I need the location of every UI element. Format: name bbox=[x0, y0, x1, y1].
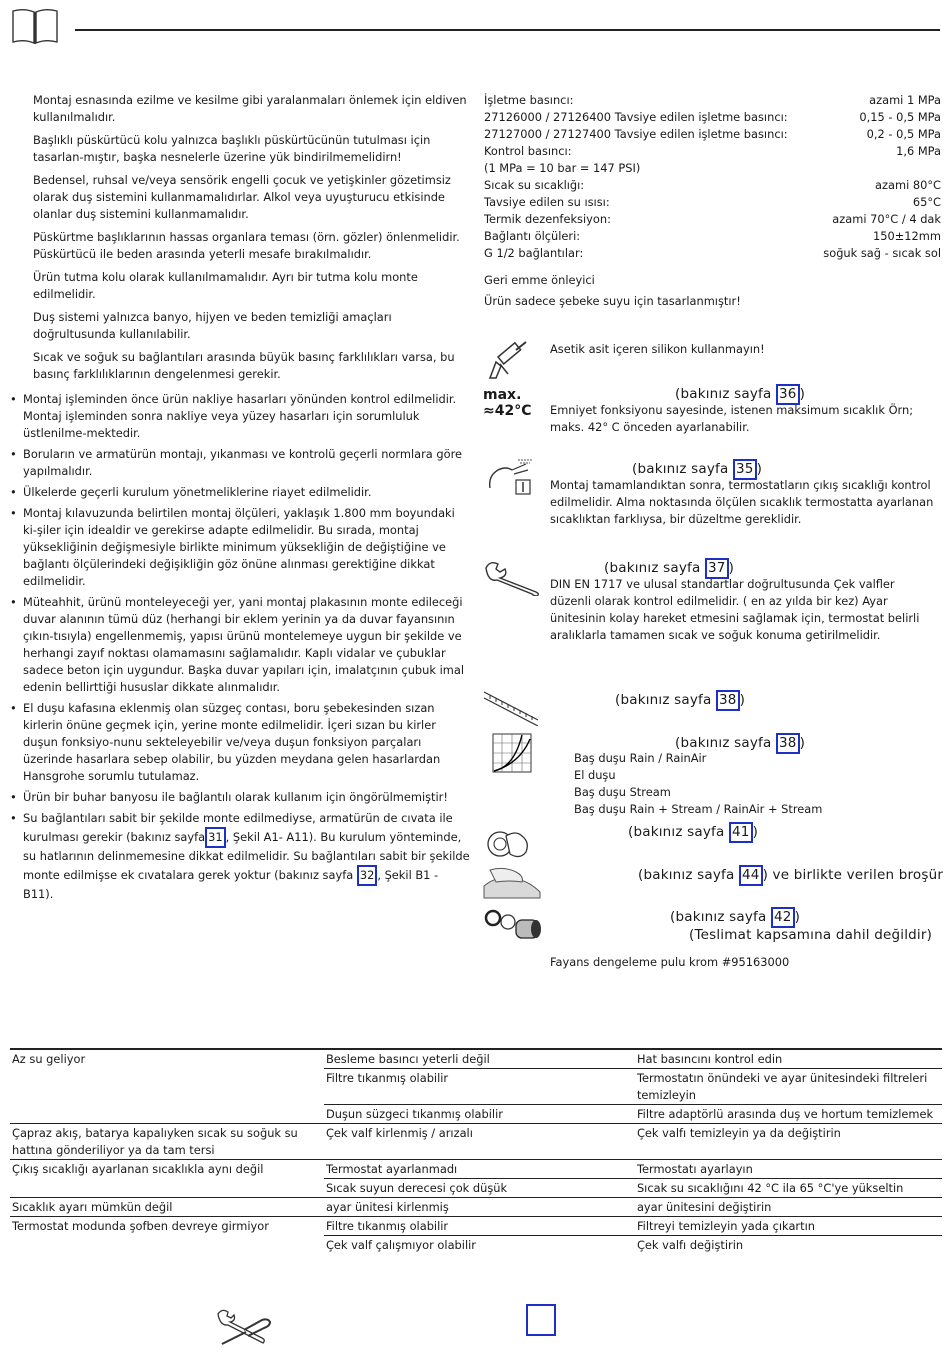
safety-paragraph: Ürün tutma kolu olarak kullanılmamalıdır. Ayrı bir tutma kolu monte edilmelidir. bbox=[33, 270, 418, 301]
maintenance-text: DIN EN 1717 ve ulusal standartlar doğrultusunda Çek valfler düzenli olarak kontrol edilmelidir. ( en az yılda bir kez) Ayar ünitesinin kolay hareket etmesini sağlamak için, termostat belirli aralıklarla tamamen sıcak ve soğuk konuma getirilmelidir. bbox=[550, 577, 920, 642]
cause-cell: Duşun süzgeci tıkanmış olabilir bbox=[324, 1105, 635, 1124]
safety-paragraph: Püskürtme başlıklarının hassas organlara teması (örn. gözler) önlenmelidir. Püskürtücü ile beden arasında yeterli mesafe bırakılmalıdır. bbox=[33, 230, 460, 261]
list-item: • Müteahhit, ürünü monteleyeceği yer, yani montaj plakasının monte edileceği duvar alanının tümü düz (herhangi bir eklem yerinin ya da duvar fayansının çıkın-tısıyla) engellenmemiş, yapısı ürünü montelemeye uygun bir şekilde ve herhangi zayıf noktası olamamasını sağlamalıdır. Kaplı vidalar ve çubuklar sadece beton için uygundur. Başka duvar yapıları için, imalatçının çubuk imal edenin bellirttiği hususlar dikkate alınmalıdır. bbox=[10, 594, 470, 696]
list-item: • Boruların ve armatürün montajı, yıkanması ve kontrolü geçerli normlara göre yapılmalıdır. bbox=[10, 446, 470, 480]
tile-compensation-text: Fayans dengeleme pulu krom #95163000 bbox=[550, 955, 790, 969]
table-row bbox=[10, 1236, 942, 1255]
spec-row: Kontrol basıncı: 1,6 MPa bbox=[484, 144, 941, 158]
page-ref-link[interactable]: 38 bbox=[716, 690, 740, 711]
page-ref-link[interactable]: 36 bbox=[776, 384, 800, 405]
safety-notes bbox=[33, 92, 468, 389]
safety-paragraph: Bedensel, ruhsal ve/veya sensörik engelli çocuk ve yetişkinler gözetimsiz olarak duş sistemini kullanmamalıdırlar. Alkol veya uyuşturucu etkisinde olanlar duş sistemini kullanmamalıdır. bbox=[33, 173, 451, 221]
fault-cell: Çapraz akış, batarya kapalıyken sıcak su soğuk su hattına gönderiliyor ya da tam tersi bbox=[10, 1124, 324, 1160]
fix-cell: Filtre adaptörlü arasında duş ve hortum temizlemek bbox=[635, 1105, 942, 1124]
fix-cell: ayar ünitesini değiştirin bbox=[635, 1198, 942, 1217]
page-ref-link[interactable]: 41 bbox=[729, 822, 753, 843]
list-item: • Ürün bir buhar banyosu ile bağlantılı olarak kullanım için öngörülmemiştir! bbox=[10, 789, 470, 806]
spec-row: Tavsiye edilen su ısısı: 65°C bbox=[484, 195, 941, 209]
troubleshooting-table bbox=[10, 1048, 942, 1254]
spec-row: (1 MPa = 10 bar = 147 PSI) bbox=[484, 161, 641, 175]
cause-cell: Besleme basıncı yeterli değil bbox=[324, 1049, 635, 1069]
fix-cell: Çek valfı temizleyin ya da değiştirin bbox=[635, 1124, 942, 1160]
adjustment-text: Montaj tamamlandıktan sonra, termostatların çıkış sıcaklığı kontrol edilmelidir. Alma noktasında ölçülen sıcaklık termostatta ayarlanan sıcaklıktan farklıysa, bir düzeltme gereklidir. bbox=[550, 478, 934, 526]
list-item: • Ülkelerde geçerli kurulum yönetmeliklerine riayet edilmelidir. bbox=[10, 484, 470, 501]
page-ref-link[interactable]: 42 bbox=[771, 907, 795, 928]
flow-diagram-icon bbox=[492, 733, 532, 773]
thermometer-hand-icon bbox=[486, 458, 538, 498]
technical-data bbox=[484, 92, 941, 310]
fault-cell bbox=[10, 1105, 324, 1124]
cause-cell: Filtre tıkanmış olabilir bbox=[324, 1217, 635, 1236]
cause-cell: ayar ünitesi kirlenmiş bbox=[324, 1198, 635, 1217]
max-temp-icon: max. ≈42°C bbox=[483, 387, 532, 419]
delivery-note: (Teslimat kapsamına dahil değildir) bbox=[689, 927, 933, 943]
table-row bbox=[10, 1124, 942, 1160]
dimensions-ref: (bakınız sayfa 38 ) bbox=[615, 690, 745, 711]
flow-item: Baş duşu Rain / RainAir bbox=[574, 751, 707, 765]
safety-paragraph: Duş sistemi yalnızca banyo, hijyen ve beden temizliği amaçları doğrultusunda kullanılabilir. bbox=[33, 310, 392, 341]
tools-icon bbox=[216, 1308, 274, 1348]
page-number-box bbox=[526, 1304, 556, 1336]
spec-row: İşletme basıncı: azami 1 MPa bbox=[484, 93, 941, 107]
open-book-icon bbox=[11, 7, 59, 45]
mains-water-note: Ürün sadece şebeke suyu için tasarlanmıştır! bbox=[484, 294, 741, 308]
fault-cell: Termostat modunda şofben devreye girmiyor bbox=[10, 1217, 324, 1236]
fault-cell bbox=[10, 1236, 324, 1255]
spare-parts-ref: (bakınız sayfa 42 ) bbox=[670, 907, 800, 928]
fix-cell: Sıcak su sıcaklığını 42 °C ila 65 °C'ye yükseltin bbox=[635, 1179, 942, 1198]
page-ref-link[interactable]: 37 bbox=[705, 558, 729, 579]
dimensions-icon bbox=[482, 690, 540, 726]
fix-cell: Termostatı ayarlayın bbox=[635, 1160, 942, 1179]
backflow-note: Geri emme önleyici bbox=[484, 273, 595, 287]
cause-cell: Termostat ayarlanmadı bbox=[324, 1160, 635, 1179]
table-row bbox=[10, 1179, 942, 1198]
safety-paragraph: Sıcak ve soğuk su bağlantıları arasında büyük basınç farklılıkları varsa, bu basınç farklılıklarının dengelenmesi gerekir. bbox=[33, 350, 455, 381]
spec-row: 27126000 / 27126400 Tavsiye edilen işletme basıncı: 0,15 - 0,5 MPa bbox=[484, 110, 941, 124]
adjust-ref: (bakınız sayfa 35 ) bbox=[632, 459, 762, 480]
silicone-warning: Asetik asit içeren silikon kullanmayın! bbox=[550, 342, 765, 356]
table-row bbox=[10, 1069, 942, 1105]
page-ref-link[interactable]: 38 bbox=[776, 733, 800, 754]
cause-cell: Sıcak suyun derecesi çok düşük bbox=[324, 1179, 635, 1198]
fault-cell: Çıkış sıcaklığı ayarlanan sıcaklıkla aynı değil bbox=[10, 1160, 324, 1179]
maintenance-ref: (bakınız sayfa 37 ) bbox=[604, 558, 734, 579]
fix-cell: Hat basıncını kontrol edin bbox=[635, 1049, 942, 1069]
cleaning-ref: (bakınız sayfa 44 ) ve birlikte verilen broşür bbox=[638, 865, 943, 886]
page-ref-link[interactable]: 31 bbox=[205, 827, 226, 848]
cause-cell: Filtre tıkanmış olabilir bbox=[324, 1069, 635, 1105]
safety-ref: (bakınız sayfa 36 ) bbox=[675, 384, 805, 405]
spec-row: 27127000 / 27127400 Tavsiye edilen işletme basıncı: 0,2 - 0,5 MPa bbox=[484, 127, 941, 141]
list-item: • Montaj kılavuzunda belirtilen montaj ölçüleri, yaklaşık 1.800 mm boyundaki ki-şiler için idealdir ve gerekirse adapte edilmelidir. Bu sırada, montaj yüksekliğinin değişmesiyle birlikte minimum yüksekliğin de değiştiğine ve bağlantı ölçülerindeki değişikliğin göz önüne alınması gerektiğine dikkat edilmelidir. bbox=[10, 505, 470, 590]
wrench-icon bbox=[484, 560, 542, 596]
list-item: • Su bağlantıları sabit bir şekilde monte edilmediyse, armatürün de cıvata ile kurulması gerekir (bakınız sayfa 31 , Şekil A1- A11). Bu kurulum yönteminde, su hatlarının delinmemesine dikkat edilmelidir. Su bağlantıları sabit bir şekilde monte edilmişse ek cıvatalara gerek yoktur (bakınız sayfa 32 , Şekil B1 - B11). bbox=[10, 810, 470, 903]
operation-hand-icon bbox=[486, 822, 534, 862]
spare-parts-icon bbox=[484, 908, 544, 944]
flow-list bbox=[574, 750, 822, 818]
safety-paragraph: Başlıklı püskürtücü kolu yalnızca başlıklı püskürtücünün tutulması için tasarlan-mıştır, başka nesnelerle üzerine yük bindirilmemelidirn! bbox=[33, 133, 431, 164]
page-ref-link[interactable]: 35 bbox=[733, 459, 757, 480]
spec-row: Termik dezenfeksiyon: azami 70°C / 4 dak bbox=[484, 212, 941, 226]
table-row bbox=[10, 1105, 942, 1124]
table-row bbox=[10, 1217, 942, 1236]
fault-cell bbox=[10, 1069, 324, 1105]
table-row bbox=[10, 1198, 942, 1217]
safety-paragraph: Montaj esnasında ezilme ve kesilme gibi yaralanmaları önlemek için eldiven kullanılmalıdır. bbox=[33, 93, 467, 124]
fix-cell: Termostatın önündeki ve ayar ünitesindeki filtreleri temizleyin bbox=[635, 1069, 942, 1105]
flow-item: Baş duşu Rain + Stream / RainAir + Stream bbox=[574, 802, 823, 816]
page-ref-link[interactable]: 32 bbox=[357, 865, 378, 886]
operation-ref: (bakınız sayfa 41 ) bbox=[628, 822, 758, 843]
flow-item: Baş duşu Stream bbox=[574, 785, 671, 799]
spec-row: Bağlantı ölçüleri: 150±12mm bbox=[484, 229, 941, 243]
cause-cell: Çek valf çalışmıyor olabilir bbox=[324, 1236, 635, 1255]
flow-item: El duşu bbox=[574, 768, 616, 782]
installation-notes bbox=[10, 391, 470, 907]
header-rule bbox=[75, 29, 940, 31]
fix-cell: Filtreyi temizleyin yada çıkartın bbox=[635, 1217, 942, 1236]
safety-function-text: Emniyet fonksiyonu sayesinde, istenen maksimum sıcaklık Örn; maks. 42° C önceden ayarlanabilir. bbox=[550, 403, 914, 434]
fault-cell: Az su geliyor bbox=[10, 1049, 324, 1069]
list-item: • El duşu kafasına eklenmiş olan süzgeç contası, boru şebekesinden sızan kirlerin önüne geçmek için, yerine monte edilmelidir. İçeri sızan bu kirler duşun fonksiyo-nunu sekteleyebilir ve/veya duşun fonksiyon parçaları üzerinde hasarlara sebep olabilir, bu yüzden meydana gelen hasarlardan Hansgrohe sorumlu tutulamaz. bbox=[10, 700, 470, 785]
silicone-gun-icon bbox=[486, 340, 530, 382]
table-row bbox=[10, 1160, 942, 1179]
fault-cell: Sıcaklık ayarı mümkün değil bbox=[10, 1198, 324, 1217]
list-item: • Montaj işleminden önce ürün nakliye hasarları yönünden kontrol edilmelidir. Montaj işleminden sonra nakliye veya yüzey hasarları için sorumluluk üstlenilme-mektedir. bbox=[10, 391, 470, 442]
flow-ref: (bakınız sayfa 38 ) bbox=[675, 733, 805, 754]
spec-row: Sıcak su sıcaklığı: azami 80°C bbox=[484, 178, 941, 192]
fault-cell bbox=[10, 1179, 324, 1198]
page-ref-link[interactable]: 44 bbox=[739, 865, 763, 886]
spec-row: G 1/2 bağlantılar: soğuk sağ - sıcak sol bbox=[484, 246, 941, 260]
fix-cell: Çek valfı değiştirin bbox=[635, 1236, 942, 1255]
cleaning-cloth-icon bbox=[482, 866, 542, 900]
cause-cell: Çek valf kirlenmiş / arızalı bbox=[324, 1124, 635, 1160]
table-row bbox=[10, 1049, 942, 1069]
